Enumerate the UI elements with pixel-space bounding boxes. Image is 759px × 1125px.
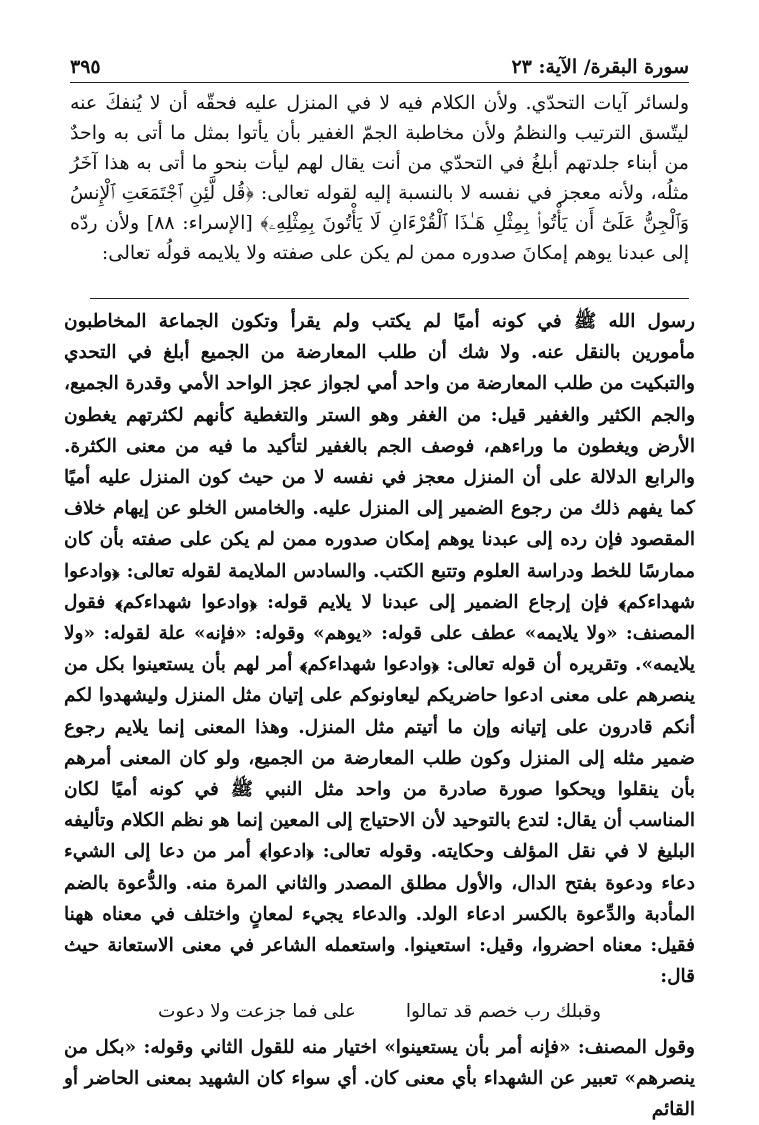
header-title: سورة البقرة/ الآية: ٢٣ [511, 56, 689, 78]
section-divider [90, 298, 689, 299]
running-header [70, 44, 689, 78]
commentary-paragraph: رسول الله ﷺ في كونه أميًا لم يكتب ولم يقرأ وتكون الجماعة المخاطبون مأمورين بالنقل عنه. ولا شك أن طلب المعارضة من الجميع أبلغ في التحدي والتبكيت من طلب المعارضة من واحد أمي لجواز عجز الواحد الأمي وقدرة الجميع، والجم الكثير والغفير قيل: من الغفر وهو الستر والتغطية كأنهم لكثرتهم يغطون الأرض ويغطون ما وراءهم، فوصف الجم بالغفير لتأكيد ما فيه من معنى الكثرة. والرابع الدلالة على أن المنزل معجز في نفسه لا من حيث كون المنزل عليه أميًا كما يفهم ذلك من رجوع الضمير إلى المنزل عليه. والخامس الخلو عن إيهام خلاف المقصود فإن رده إلى عبدنا يوهم إمكان صدوره ممن لم يكن على صفته بأن كان ممارسًا للخط ودراسة العلوم وتتبع الكتب. والسادس الملايمة لقوله تعالى: ﴿وادعوا شهداءكم﴾ فإن إرجاع الضمير إلى عبدنا لا يلايم قوله: ﴿وادعوا شهداءكم﴾ فقول المصنف: «ولا يلايمه» عطف على قوله: «يوهم» وقوله: «فإنه» علة لقوله: «ولا يلايمه». وتقريره أن قوله تعالى: ﴿وادعوا شهداءكم﴾ أمر لهم بأن يستعينوا بكل من ينصرهم على معنى ادعوا حاضريكم ليعاونوكم على إتيان مثل المنزل وليشهدوا لكم أنكم قادرون على إتيانه وإن ما أتيتم مثل المنزل. وهذا المعنى إنما يلايم رجوع ضمير مثله إلى المنزل وكون طلب المعارضة من الجميع، ولو كان المعنى أمرهم بأن ينقلوا ويحكوا صورة صادرة من واحد مثل النبي ﷺ في كونه أميًا لكان المناسب أن يقال: لتدع بالتوحيد لأن الاحتياج إلى المعين إنما هو نظم الكلام وتأليفه البليغ لا في نقل المؤلف وحكايته. وقوله تعالى: ﴿ادعوا﴾ أمر من دعا إلى الشيء دعاء ودعوة بفتح الدال، والأول مطلق المصدر والثاني المرة منه. والدُّعوة بالضم المأدبة والدِّعوة بالكسر ادعاء الولد. والدعاء يجيء لمعانٍ واختلف في معناه ههنا فقيل: معناه احضروا، وقيل: استعينوا. واستعمله الشاعر في معنى الاستعانة حيث قال: [64, 311, 696, 988]
main-text [70, 88, 689, 268]
main-paragraph: ولسائر آيات التحدّي. ولأن الكلام فيه لا في المنزل عليه فحقّه أن لا يُنفكَ عنه ليتّسق الترتيب والنظمُ ولأن مخاطبة الجمّ الغفير بأن يأتوا بمثل ما أتى به واحدٌ من أبناء جلدتهم أبلغُ في التحدّي من أنت يقال لهم ليأت بنحو ما أتى به هذا آخَرُ مثلُه، ولأنه معجز في نفسه لا بالنسبة إليه لقوله تعالى: ﴿قُل لَّئِنِ ٱجْتَمَعَتِ ٱلْإِنسُ وَٱلْجِنُّ عَلَىٰٓ أَن يَأْتُوا۟ بِمِثْلِ هَـٰذَا ٱلْقُرْءَانِ لَا يَأْتُونَ بِمِثْلِهِۦ﴾ [الإسراء: ٨٨] ولأن ردّه إلى عبدنا يوهم إمكانَ صدوره ممن لم يكن على صفته ولا يلايمه قولُه تعالى: [70, 92, 689, 264]
commentary-text [64, 306, 695, 1125]
verse-second-hemistich: على فما جزعت ولا دعوت [158, 1001, 356, 1023]
poetry-verse [64, 996, 695, 1027]
verse-first-hemistich: وقبلك رب خصم قد تمالوا [405, 1001, 601, 1023]
page-number: ٣٩٥ [70, 56, 101, 78]
closing-paragraph: وقول المصنف: «فإنه أمر بأن يستعينوا» اختيار منه للقول الثاني وقوله: «بكل من ينصرهم» تعبير عن الشهداء بأي معنى كان. أي سواء كان الشهيد بمعنى الحاضر أو القائم [64, 1036, 695, 1121]
header-rule [70, 82, 689, 83]
